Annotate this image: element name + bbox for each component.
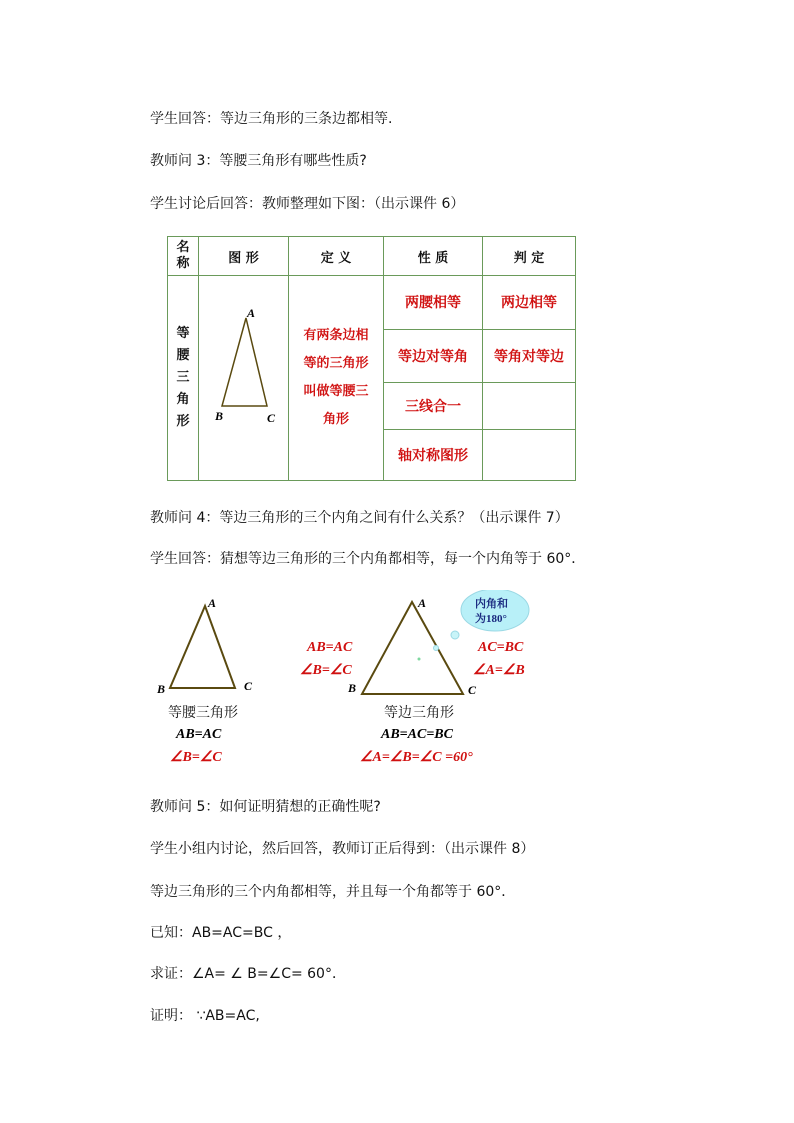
paragraph-9: 已知：AB=AC=BC ， <box>150 925 292 941</box>
definition-line: 有两条边相 <box>303 328 369 343</box>
header-property: 性 质 <box>384 237 483 276</box>
header-figure: 图 形 <box>199 237 289 276</box>
property-cell: 等边对等角 <box>384 329 483 382</box>
judgement-cell <box>483 430 576 481</box>
left-vertex-b: B <box>157 682 166 696</box>
judgement-cell: 等角对等边 <box>483 329 576 382</box>
vertex-c: C <box>267 411 276 425</box>
triangle-shape <box>222 318 267 406</box>
paragraph-7: 学生小组内讨论，然后回答，教师订正后得到：（出示课件 8） <box>150 841 535 857</box>
right-eq2: ∠A=∠B=∠C =60° <box>360 750 473 765</box>
equilateral-triangle <box>362 602 463 694</box>
right-vertex-b: B <box>348 681 357 695</box>
judgement-cell <box>483 382 576 430</box>
paragraph-1: 学生回答：等边三角形的三条边都相等. <box>150 111 393 127</box>
paragraph-8: 等边三角形的三个内角都相等，并且每一个角都等于 60°． <box>150 884 516 900</box>
header-name <box>168 237 199 276</box>
right-right-eq2: ∠A=∠B <box>473 663 525 678</box>
definition-line: 等的三角形 <box>303 356 369 371</box>
paragraph-10: 求证：∠A= ∠ B=∠C= 60°． <box>150 966 346 982</box>
right-caption: 等边三角形 <box>384 706 454 721</box>
right-eq1: AB=AC=BC <box>381 727 453 742</box>
paragraph-2: 教师问 3：等腰三角形有哪些性质? <box>150 153 367 169</box>
left-caption: 等腰三角形 <box>168 706 238 721</box>
header-judgement: 判 定 <box>483 237 576 276</box>
header-name-1: 名 <box>176 240 190 255</box>
right-right-eq1: AC=BC <box>478 640 524 655</box>
vertex-b: B <box>215 409 224 423</box>
left-eq2: ∠B=∠C <box>170 750 222 765</box>
right-left-eq1: AB=AC <box>307 640 353 655</box>
left-vertex-c: C <box>244 679 253 693</box>
paragraph-5: 学生回答：猜想等边三角形的三个内角都相等，每一个内角等于 60°． <box>150 551 586 567</box>
properties-table <box>167 236 576 481</box>
name-char: 三 <box>176 370 190 385</box>
isosceles-triangle-figure <box>199 276 288 476</box>
definition-line: 角形 <box>322 412 349 427</box>
name-char: 腰 <box>176 348 190 363</box>
property-cell: 两腰相等 <box>384 276 483 330</box>
judgement-cell: 两边相等 <box>483 276 576 330</box>
right-vertex-c: C <box>468 683 477 697</box>
header-definition: 定 义 <box>289 237 384 276</box>
left-vertex-a: A <box>208 596 217 610</box>
name-char: 形 <box>176 414 190 429</box>
bubble-text-1: 内角和 <box>475 598 508 610</box>
right-vertex-a: A <box>418 596 427 610</box>
paragraph-4: 教师问 4：等边三角形的三个内角之间有什么关系？（出示课件 7） <box>150 510 569 526</box>
figure-cell <box>199 276 289 481</box>
name-char: 等 <box>176 326 190 341</box>
bubble-dot <box>451 631 459 639</box>
center-dot <box>418 658 421 661</box>
triangle-comparison-figure <box>150 590 550 775</box>
paragraph-3: 学生讨论后回答：教师整理如下图：（出示课件 6） <box>150 196 465 212</box>
bubble-dot <box>434 646 439 651</box>
property-cell: 轴对称图形 <box>384 430 483 481</box>
header-name-2: 称 <box>176 256 190 271</box>
isosceles-triangle <box>170 606 235 688</box>
paragraph-11: 证明： ∵AB=AC, <box>150 1008 260 1024</box>
vertex-a: A <box>247 306 256 320</box>
right-left-eq2: ∠B=∠C <box>300 663 352 678</box>
definition-line: 叫做等腰三 <box>303 384 369 399</box>
definition-cell <box>289 276 384 481</box>
paragraph-6: 教师问 5：如何证明猜想的正确性呢? <box>150 799 381 815</box>
name-char: 角 <box>176 392 190 407</box>
property-cell: 三线合一 <box>384 382 483 430</box>
bubble-text-2: 为180° <box>475 613 507 625</box>
name-cell <box>168 276 199 481</box>
left-eq1: AB=AC <box>176 727 222 742</box>
